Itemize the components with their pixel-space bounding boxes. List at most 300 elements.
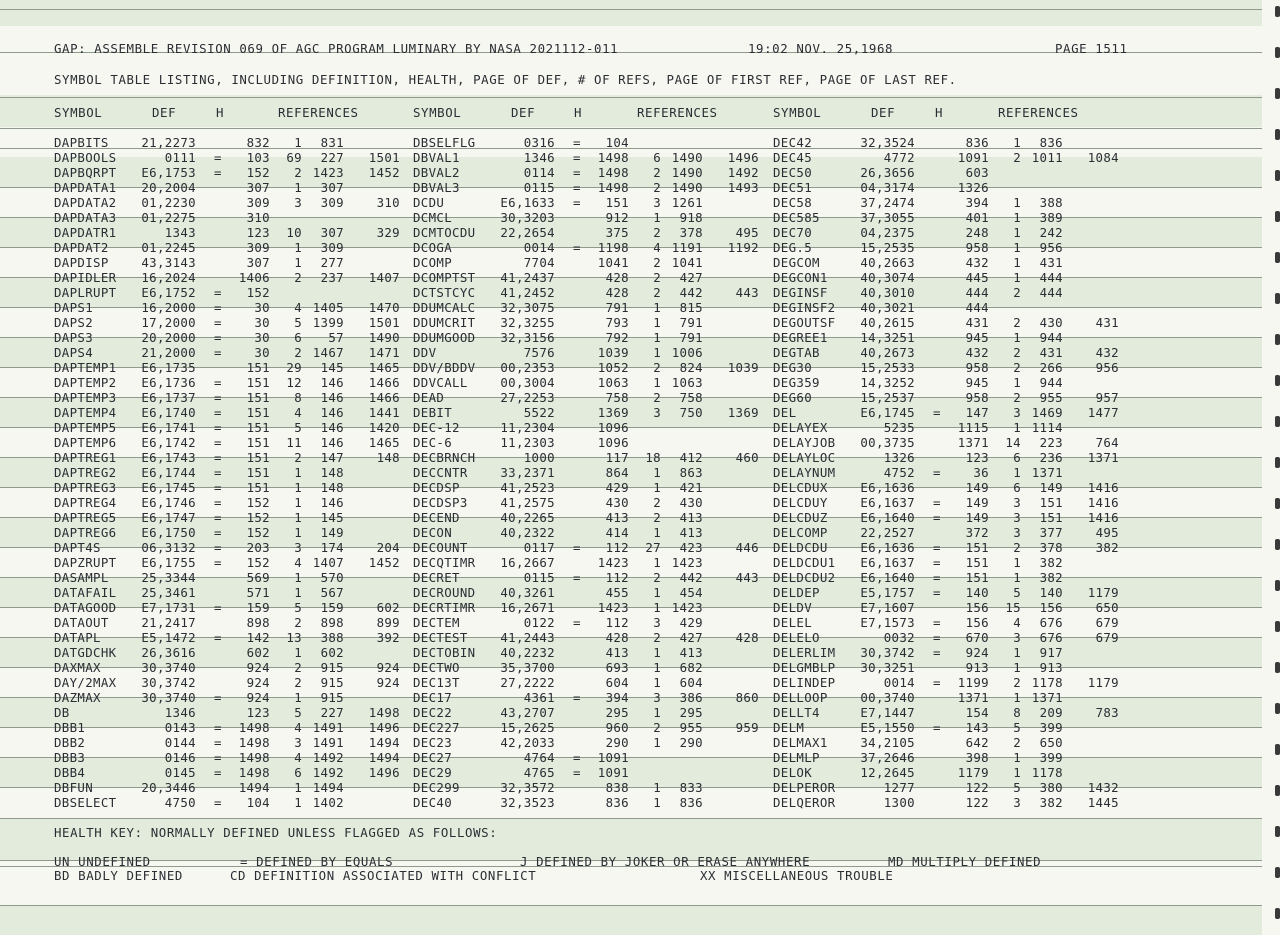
cell-first-ref: 413 [679, 510, 703, 525]
cell-def-page: 152 [246, 510, 270, 525]
cell-def-page: 151 [246, 420, 270, 435]
cell-ref-count: 1 [653, 315, 661, 330]
cell-last-ref: 1494 [368, 735, 400, 750]
cell-health: = [933, 585, 941, 600]
cell-symbol: DECDSP [413, 480, 460, 495]
cell-def: E6,1737 [141, 390, 196, 405]
cell-def: 43,3143 [141, 255, 196, 270]
cell-ref-count: 1 [294, 645, 302, 660]
cell-def-page: 1498 [238, 750, 270, 765]
cell-symbol: DEC29 [413, 765, 453, 780]
cell-def: 4361 [523, 690, 555, 705]
cell-ref-count: 2 [294, 450, 302, 465]
cell-def: E7,1607 [860, 600, 915, 615]
cell-first-ref: 399 [1039, 720, 1063, 735]
cell-symbol: DEGINSF [773, 285, 828, 300]
cell-first-ref: 442 [679, 570, 703, 585]
cell-def-page: 147 [965, 405, 989, 420]
cell-last-ref: 460 [735, 450, 759, 465]
tractor-hole [1275, 416, 1280, 427]
cell-def: 4765 [523, 765, 555, 780]
cell-def-page: 112 [605, 540, 629, 555]
cell-first-ref: 944 [1039, 375, 1063, 390]
cell-ref-count: 3 [294, 195, 302, 210]
cell-def-page: 112 [605, 615, 629, 630]
cell-ref-count: 1 [1013, 210, 1021, 225]
cell-def-page: 151 [246, 405, 270, 420]
cell-def: E5,1472 [141, 630, 196, 645]
cell-def-page: 151 [965, 570, 989, 585]
cell-def-page: 151 [246, 360, 270, 375]
paper-rule [0, 905, 1262, 906]
cell-last-ref: 1496 [368, 720, 400, 735]
cell-def-page: 1091 [597, 750, 629, 765]
cell-first-ref: 386 [679, 690, 703, 705]
cell-first-ref: 146 [320, 495, 344, 510]
cell-def-page: 1063 [597, 375, 629, 390]
tractor-hole [1275, 867, 1280, 878]
cell-health: = [933, 555, 941, 570]
cell-def: 32,3524 [860, 135, 915, 150]
cell-ref-count: 3 [1013, 405, 1021, 420]
cell-ref-count: 3 [653, 690, 661, 705]
tractor-hole [1275, 47, 1280, 58]
cell-symbol: DAPTREG5 [54, 510, 117, 525]
cell-def-page: 122 [965, 795, 989, 810]
cell-symbol: DEC-6 [413, 435, 453, 450]
cell-symbol: DEC51 [773, 180, 813, 195]
cell-first-ref: 309 [320, 195, 344, 210]
cell-def-page: 455 [605, 585, 629, 600]
report-title: GAP: ASSEMBLE REVISION 069 OF AGC PROGRAM LUMINARY BY NASA 2021112-011 [54, 41, 619, 56]
cell-def-page: 413 [605, 510, 629, 525]
cell-symbol: DELGMBLP [773, 660, 836, 675]
cell-def-page: 203 [246, 540, 270, 555]
cell-def-page: 151 [246, 435, 270, 450]
cell-ref-count: 2 [653, 285, 661, 300]
cell-symbol: DBFUN [54, 780, 94, 795]
cell-first-ref: 1261 [671, 195, 703, 210]
cell-first-ref: 151 [1039, 510, 1063, 525]
cell-ref-count: 2 [653, 510, 661, 525]
cell-first-ref: 833 [679, 780, 703, 795]
cell-def-page: 832 [246, 135, 270, 150]
cell-last-ref: 382 [1095, 540, 1119, 555]
cell-def: 15,2537 [860, 390, 915, 405]
cell-first-ref: 309 [320, 240, 344, 255]
cell-def: 17,2000 [141, 315, 196, 330]
cell-symbol: DEG30 [773, 360, 813, 375]
cell-def-page: 958 [965, 360, 989, 375]
cell-ref-count: 1 [1013, 750, 1021, 765]
cell-ref-count: 3 [653, 405, 661, 420]
cell-def-page: 1041 [597, 255, 629, 270]
cell-symbol: DELM [773, 720, 805, 735]
cell-ref-count: 3 [294, 540, 302, 555]
cell-last-ref: 1445 [1087, 795, 1119, 810]
col-def-3: DEF [871, 105, 896, 120]
cell-symbol: DECON [413, 525, 453, 540]
cell-first-ref: 836 [1039, 135, 1063, 150]
cell-def: 0122 [523, 615, 555, 630]
cell-symbol: DEGREE1 [773, 330, 828, 345]
cell-symbol: DDVCALL [413, 375, 468, 390]
cell-symbol: DECTEM [413, 615, 460, 630]
cell-def: 5522 [523, 405, 555, 420]
cell-last-ref: 959 [735, 720, 759, 735]
cell-last-ref: 1192 [727, 240, 759, 255]
cell-last-ref: 443 [735, 285, 759, 300]
health-key-eq: = DEFINED BY EQUALS [240, 854, 394, 869]
tractor-hole [1275, 211, 1280, 222]
cell-first-ref: 1041 [671, 255, 703, 270]
tractor-hole [1275, 744, 1280, 755]
cell-first-ref: 955 [1039, 390, 1063, 405]
cell-def-page: 430 [605, 495, 629, 510]
cell-health: = [573, 240, 581, 255]
cell-symbol: DAPTEMP3 [54, 390, 117, 405]
cell-def: E6,1637 [860, 555, 915, 570]
cell-ref-count: 5 [1013, 585, 1021, 600]
cell-symbol: DAPBITS [54, 135, 109, 150]
cell-def: 40,2615 [860, 315, 915, 330]
cell-def-page: 864 [605, 465, 629, 480]
cell-def-page: 30 [254, 330, 270, 345]
cell-last-ref: 1441 [368, 405, 400, 420]
cell-first-ref: 147 [320, 450, 344, 465]
cell-def: 27,2253 [500, 390, 555, 405]
cell-ref-count: 6 [1013, 450, 1021, 465]
cell-health: = [214, 150, 222, 165]
tractor-hole [1275, 252, 1280, 263]
cell-def-page: 432 [965, 255, 989, 270]
cell-symbol: DEC17 [413, 690, 453, 705]
cell-last-ref: 204 [376, 540, 400, 555]
cell-symbol: DATGDCHK [54, 645, 117, 660]
cell-symbol: DECOUNT [413, 540, 468, 555]
cell-def-page: 112 [605, 570, 629, 585]
cell-symbol: DEG359 [773, 375, 820, 390]
cell-ref-count: 2 [294, 615, 302, 630]
cell-def: 30,3740 [141, 690, 196, 705]
cell-symbol: DBVAL1 [413, 150, 460, 165]
cell-def-page: 152 [246, 285, 270, 300]
cell-def: 41,2437 [500, 270, 555, 285]
cell-ref-count: 1 [294, 465, 302, 480]
cell-def: 0014 [883, 675, 915, 690]
cell-first-ref: 146 [320, 435, 344, 450]
cell-ref-count: 1 [294, 525, 302, 540]
cell-def-page: 151 [965, 540, 989, 555]
cell-def-page: 151 [246, 375, 270, 390]
cell-ref-count: 13 [286, 630, 302, 645]
cell-first-ref: 146 [320, 420, 344, 435]
cell-def-page: 1039 [597, 345, 629, 360]
cell-def: 0014 [523, 240, 555, 255]
cell-def: 22,2527 [860, 525, 915, 540]
cell-ref-count: 1 [294, 795, 302, 810]
cell-symbol: DELCDUY [773, 495, 828, 510]
cell-first-ref: 146 [320, 375, 344, 390]
cell-def: E6,1755 [141, 555, 196, 570]
cell-symbol: DELCDUX [773, 480, 828, 495]
cell-def: E6,1745 [141, 480, 196, 495]
cell-first-ref: 146 [320, 405, 344, 420]
cell-health: = [933, 645, 941, 660]
cell-first-ref: 570 [320, 570, 344, 585]
cell-first-ref: 918 [679, 210, 703, 225]
cell-def-page: 693 [605, 660, 629, 675]
cell-def: 41,2443 [500, 630, 555, 645]
cell-last-ref: 1452 [368, 555, 400, 570]
cell-ref-count: 5 [294, 600, 302, 615]
cell-ref-count: 1 [653, 780, 661, 795]
cell-health: = [573, 165, 581, 180]
cell-symbol: DELCDUZ [773, 510, 828, 525]
cell-def: 20,2004 [141, 180, 196, 195]
cell-last-ref: 446 [735, 540, 759, 555]
health-key-md: MD MULTIPLY DEFINED [888, 854, 1042, 869]
cell-symbol: DAPTEMP2 [54, 375, 117, 390]
col-symbol-2: SYMBOL [413, 105, 462, 120]
cell-ref-count: 1 [653, 660, 661, 675]
cell-def-page: 603 [965, 165, 989, 180]
cell-ref-count: 4 [294, 300, 302, 315]
cell-first-ref: 1423 [671, 600, 703, 615]
cell-ref-count: 1 [294, 180, 302, 195]
cell-symbol: DAPIDLER [54, 270, 117, 285]
cell-def-page: 309 [246, 195, 270, 210]
cell-symbol: DCOMP [413, 255, 453, 270]
cell-first-ref: 815 [679, 300, 703, 315]
cell-def-page: 924 [965, 645, 989, 660]
cell-def-page: 1096 [597, 420, 629, 435]
cell-symbol: DAPDAT2 [54, 240, 109, 255]
cell-last-ref: 1501 [368, 150, 400, 165]
cell-symbol: DELMLP [773, 750, 820, 765]
cell-first-ref: 429 [679, 615, 703, 630]
cell-first-ref: 237 [320, 270, 344, 285]
cell-def-page: 104 [605, 135, 629, 150]
cell-last-ref: 495 [1095, 525, 1119, 540]
cell-ref-count: 1 [653, 480, 661, 495]
cell-symbol: DEC23 [413, 735, 453, 750]
health-key-cd: CD DEFINITION ASSOCIATED WITH CONFLICT [230, 868, 537, 883]
cell-first-ref: 236 [1039, 450, 1063, 465]
cell-symbol: DEC299 [413, 780, 460, 795]
cell-first-ref: 1191 [671, 240, 703, 255]
cell-def-page: 444 [965, 300, 989, 315]
cell-symbol: DELELO [773, 630, 820, 645]
cell-ref-count: 2 [1013, 390, 1021, 405]
cell-def-page: 414 [605, 525, 629, 540]
cell-last-ref: 310 [376, 195, 400, 210]
cell-ref-count: 2 [653, 495, 661, 510]
cell-ref-count: 2 [1013, 675, 1021, 690]
cell-def: 1346 [523, 150, 555, 165]
cell-def: 00,2353 [500, 360, 555, 375]
cell-ref-count: 4 [294, 720, 302, 735]
cell-def-page: 152 [246, 525, 270, 540]
cell-def: 32,3572 [500, 780, 555, 795]
cell-first-ref: 223 [1039, 435, 1063, 450]
cell-last-ref: 148 [376, 450, 400, 465]
cell-def-page: 924 [246, 660, 270, 675]
cell-def: E6,1640 [860, 510, 915, 525]
cell-def-page: 1326 [957, 180, 989, 195]
cell-ref-count: 1 [294, 480, 302, 495]
cell-ref-count: 6 [294, 330, 302, 345]
col-def-2: DEF [511, 105, 536, 120]
cell-def: 27,2222 [500, 675, 555, 690]
cell-first-ref: 1490 [671, 165, 703, 180]
cell-last-ref: 1465 [368, 435, 400, 450]
cell-first-ref: 602 [320, 645, 344, 660]
cell-health: = [933, 720, 941, 735]
tractor-hole [1275, 826, 1280, 837]
cell-symbol: DELDV [773, 600, 813, 615]
cell-last-ref: 1466 [368, 390, 400, 405]
cell-def: 04,2375 [860, 225, 915, 240]
cell-first-ref: 913 [1039, 660, 1063, 675]
cell-def-page: 945 [965, 375, 989, 390]
cell-symbol: DEC-12 [413, 420, 460, 435]
cell-last-ref: 1371 [1087, 450, 1119, 465]
cell-symbol: DBB4 [54, 765, 86, 780]
cell-def-page: 30 [254, 315, 270, 330]
cell-def: 5235 [883, 420, 915, 435]
cell-first-ref: 380 [1039, 780, 1063, 795]
cell-symbol: DAPDISP [54, 255, 109, 270]
cell-ref-count: 69 [286, 150, 302, 165]
cell-def: E6,1745 [860, 405, 915, 420]
cell-first-ref: 824 [679, 360, 703, 375]
cell-first-ref: 676 [1039, 615, 1063, 630]
paper-rule [0, 97, 1262, 98]
cell-def: 4750 [164, 795, 196, 810]
cell-symbol: DELOK [773, 765, 813, 780]
col-symbol-1: SYMBOL [54, 105, 103, 120]
col-def-1: DEF [152, 105, 177, 120]
health-key-un: UN UNDEFINED [54, 854, 151, 869]
cell-last-ref: 1490 [368, 330, 400, 345]
cell-ref-count: 3 [653, 615, 661, 630]
cell-last-ref: 392 [376, 630, 400, 645]
cell-ref-count: 12 [286, 375, 302, 390]
cell-def: E6,1750 [141, 525, 196, 540]
cell-first-ref: 151 [1039, 495, 1063, 510]
cell-ref-count: 27 [645, 540, 661, 555]
cell-def-page: 309 [246, 240, 270, 255]
cell-first-ref: 915 [320, 690, 344, 705]
cell-symbol: DEC42 [773, 135, 813, 150]
cell-ref-count: 1 [1013, 645, 1021, 660]
cell-def-page: 401 [965, 210, 989, 225]
cell-def: 41,2523 [500, 480, 555, 495]
cell-def: 40,2232 [500, 645, 555, 660]
cell-def-page: 836 [605, 795, 629, 810]
cell-ref-count: 5 [294, 420, 302, 435]
cell-symbol: DBSELFLG [413, 135, 476, 150]
cell-first-ref: 1405 [312, 300, 344, 315]
cell-last-ref: 1420 [368, 420, 400, 435]
cell-def: E6,1736 [141, 375, 196, 390]
cell-symbol: DELERLIM [773, 645, 836, 660]
cell-health: = [573, 135, 581, 150]
cell-def-page: 602 [246, 645, 270, 660]
cell-last-ref: 432 [1095, 345, 1119, 360]
cell-health: = [573, 690, 581, 705]
cell-first-ref: 1371 [1031, 465, 1063, 480]
cell-first-ref: 917 [1039, 645, 1063, 660]
cell-def: 21,2273 [141, 135, 196, 150]
cell-symbol: DELLOOP [773, 690, 828, 705]
cell-symbol: DAZMAX [54, 690, 101, 705]
cell-def-page: 1498 [597, 165, 629, 180]
cell-ref-count: 5 [1013, 720, 1021, 735]
cell-def: 16,2671 [500, 600, 555, 615]
cell-ref-count: 1 [653, 375, 661, 390]
cell-def: 01,2230 [141, 195, 196, 210]
cell-def-page: 103 [246, 150, 270, 165]
cell-first-ref: 145 [320, 510, 344, 525]
cell-first-ref: 1469 [1031, 405, 1063, 420]
cell-symbol: DAPS1 [54, 300, 94, 315]
cell-def-page: 444 [965, 285, 989, 300]
cell-symbol: DEC40 [413, 795, 453, 810]
cell-first-ref: 831 [320, 135, 344, 150]
cell-def: 32,3255 [500, 315, 555, 330]
cell-first-ref: 209 [1039, 705, 1063, 720]
cell-def: 26,3616 [141, 645, 196, 660]
cell-def: 7704 [523, 255, 555, 270]
cell-ref-count: 1 [1013, 420, 1021, 435]
cell-def: 0111 [164, 150, 196, 165]
cell-ref-count: 15 [1005, 600, 1021, 615]
cell-first-ref: 159 [320, 600, 344, 615]
cell-def: 16,2000 [141, 300, 196, 315]
cell-first-ref: 431 [1039, 255, 1063, 270]
cell-ref-count: 1 [653, 675, 661, 690]
cell-last-ref: 1179 [1087, 675, 1119, 690]
cell-ref-count: 1 [1013, 690, 1021, 705]
cell-first-ref: 1491 [312, 735, 344, 750]
cell-def: 22,2654 [500, 225, 555, 240]
cell-health: = [214, 285, 222, 300]
cell-def: 01,2275 [141, 210, 196, 225]
cell-health: = [933, 510, 941, 525]
cell-health: = [214, 330, 222, 345]
cell-symbol: DECTOBIN [413, 645, 476, 660]
cell-last-ref: 1465 [368, 360, 400, 375]
paper-rule [0, 128, 1262, 129]
cell-ref-count: 2 [1013, 735, 1021, 750]
cell-ref-count: 1 [294, 510, 302, 525]
cell-ref-count: 1 [1013, 330, 1021, 345]
cell-symbol: DELAYNUM [773, 465, 836, 480]
cell-ref-count: 3 [294, 735, 302, 750]
paper-band [0, 0, 1262, 26]
cell-def-page: 1371 [957, 435, 989, 450]
cell-health: = [214, 495, 222, 510]
cell-ref-count: 18 [645, 450, 661, 465]
cell-ref-count: 2 [653, 360, 661, 375]
cell-def-page: 1498 [597, 150, 629, 165]
cell-first-ref: 412 [679, 450, 703, 465]
cell-def: 41,2575 [500, 495, 555, 510]
cell-symbol: DAPT4S [54, 540, 101, 555]
cell-def: 35,3700 [500, 660, 555, 675]
